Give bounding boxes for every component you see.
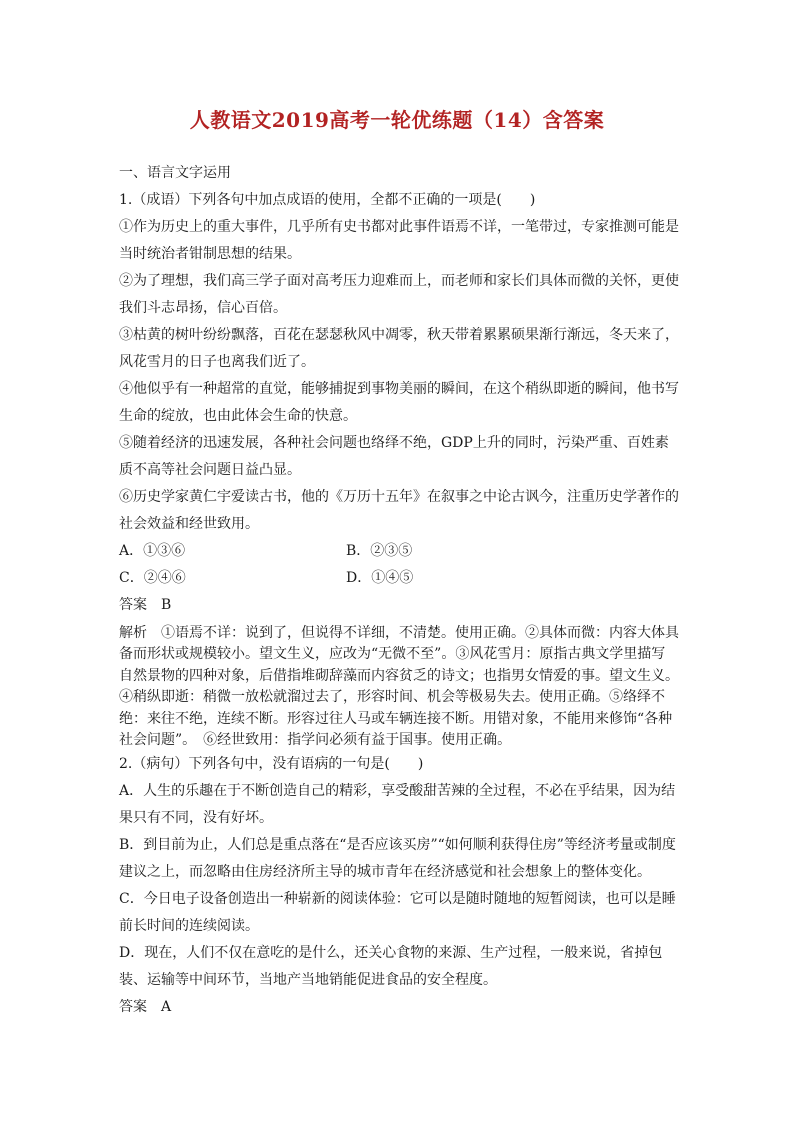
question-2-option: D．现在，人们不仅在意吃的是什么，还关心食物的来源、生产过程，一般来说，省掉包装、运输等中间环节，当地产当地销能促进食品的安全程度。: [119, 945, 663, 989]
option-c: C．②④⑥: [119, 570, 186, 586]
question-1-item: ②为了理想，我们高三学子面对高考压力迎难而上，而老师和家长们具体而微的关怀，更使我们斗志昂扬，信心百倍。: [119, 273, 679, 316]
question-2-option: A．人生的乐趣在于不断创造自己的精彩，享受酸甜苦辣的全过程，不必在乎结果，因为结果只有不同，没有好坏。: [119, 783, 676, 827]
question-1-stem: 1.（成语）下列各句中加点成语的使用，全都不正确的一项是( ): [119, 192, 536, 208]
question-1-item: ①作为历史上的重大事件，几乎所有史书都对此事件语焉不详，一笔带过，专家推测可能是当时统治者钳制思想的结果。: [119, 219, 679, 262]
question-1-analysis: 解析 ①语焉不详：说到了，但说得不详细，不清楚。使用正确。②具体而微：内容大体具备而形状或规模较小。望文生义，应改为“无微不至”。③风花雪月：原指古典文学里描写自然景物的四种对象，后借指堆砌辞藻而内容贫乏的诗文；也指男女情爱的事。望文生义。④稍纵即逝：稍微一放松就溜过去了，形容时间、机会等极易失去。使用正确。⑤络绎不绝：来往不绝，连续不断。形容过往人马或车辆连接不断。用错对象，不能用来修饰“各种社会问题”。 ⑥经世致用：指学问必须有益于国事。使用正确。: [119, 625, 679, 749]
question-2-option: C．今日电子设备创造出一种崭新的阅读体验：它可以是随时随地的短暂阅读，也可以是睡前长时间的连续阅读。: [119, 891, 676, 935]
question-1-item: ③枯黄的树叶纷纷飘落，百花在瑟瑟秋风中凋零，秋天带着累累硕果渐行渐远，冬天来了，风花雪月的日子也离我们近了。: [119, 327, 679, 370]
question-1-item: ⑥历史学家黄仁宇爱读古书，他的《万历十五年》在叙事之中论古讽今，注重历史学著作的社会效益和经世致用。: [119, 489, 679, 532]
question-1-item: ⑤随着经济的迅速发展，各种社会问题也络绎不绝，GDP上升的同时，污染严重、百姓素质不高等社会问题日益凸显。: [119, 435, 669, 478]
option-a: A．①③⑥: [119, 543, 186, 559]
question-1-options-row: [119, 538, 679, 565]
question-1-options-row: [119, 565, 679, 592]
option-d: D．①④⑤: [346, 570, 414, 586]
question-1-item: ④他似乎有一种超常的直觉，能够捕捉到事物美丽的瞬间，在这个稍纵即逝的瞬间，他书写生命的绽放，也由此体会生命的快意。: [119, 381, 679, 424]
question-2-answer: 答案 A: [119, 999, 172, 1016]
question-2-stem: 2.（病句）下列各句中，没有语病的一句是( ): [119, 756, 424, 773]
question-1-answer: 答案 B: [119, 597, 172, 613]
section-heading: 一、语言文字运用: [119, 165, 231, 181]
question-2-option: B．到目前为止，人们总是重点落在“是否应该买房”“如何顺利获得住房”等经济考量或制度建议之上，而忽略由住房经济所主导的城市青年在经济感觉和社会想象上的整体变化。: [119, 837, 676, 881]
option-b: B．②③⑤: [346, 543, 413, 559]
document-body: [119, 160, 679, 1021]
document-title: 人教语文2019高考一轮优练题（14）含答案: [189, 108, 605, 132]
